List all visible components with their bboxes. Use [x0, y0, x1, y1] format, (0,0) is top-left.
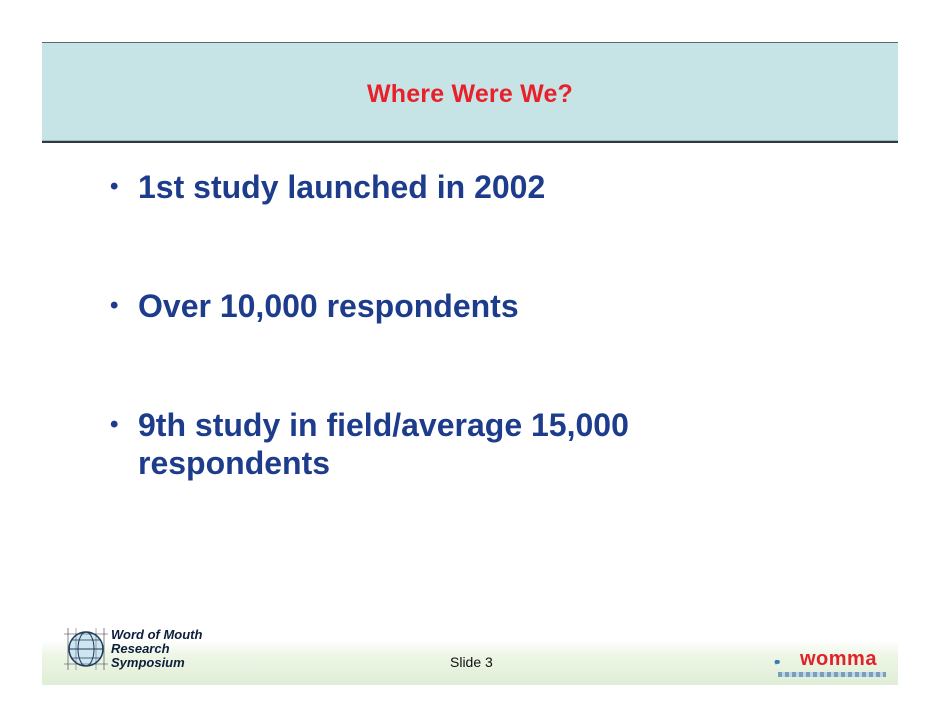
slide-number: Slide 3: [450, 654, 493, 670]
wmrs-logo-text: [111, 628, 202, 670]
bullet-text: 1st study launched in 2002: [138, 169, 546, 205]
globe-grid-icon: [62, 626, 110, 672]
bullet-marker: •: [110, 292, 119, 319]
logo-line: Word of Mouth: [111, 627, 203, 642]
bullet-text: 9th study in field/average 15,000 respondents: [138, 407, 629, 481]
bullet-text: Over 10,000 respondents: [138, 288, 519, 324]
womma-logo-text: womma: [800, 648, 877, 670]
bullet-item: [110, 168, 810, 206]
title-band: [42, 42, 898, 143]
bullet-marker: •: [110, 411, 119, 438]
logo-line: Symposium: [111, 655, 185, 670]
bullet-marker: •: [110, 173, 119, 200]
bullet-item: [110, 406, 698, 482]
womma-tagline-graphic: [778, 672, 886, 677]
bullet-item: [110, 287, 810, 325]
logo-line: Research: [111, 641, 170, 656]
bullet-list: [110, 168, 810, 563]
slide-title: Where Were We?: [366, 80, 574, 108]
